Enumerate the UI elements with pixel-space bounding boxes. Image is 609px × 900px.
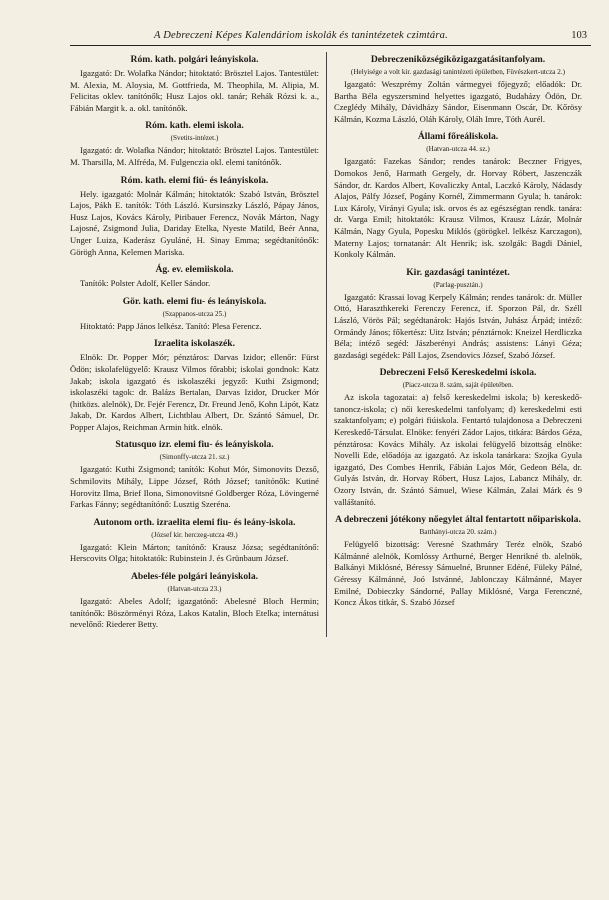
section-title: Róm. kath. elemi fiú- és leányiskola. — [120, 174, 269, 186]
section-body: Igazgató: dr. Wolafka Nándor; hitoktató: Brösztel Lajos. Tantestület: M. Tharsilla, M. Alfréda, M. Fulgenczia okl. elemi tanítónők. — [70, 145, 319, 167]
section-subtitle: Batthányi-utcza 20. szám.) — [419, 528, 497, 537]
section-title: Róm. kath. elemi iskola. — [145, 120, 244, 132]
section-body: Igazgató: Weszprémy Zoltán vármegyei főjegyző; előadók: Dr. Bartha Béla egyszersmind helyettes igazgató, Budaházy Ödön, Dr. Czeglédy Mihály, Dávidházy Sándor, Eisenmann Oscár, Dr. Kőrösy Kálmán, Kozma László, Oláh Károly, Oláh Imre, Tóth Aurél. — [334, 79, 582, 124]
section-body: Igazgató: Krassai lovag Kerpely Kálmán; rendes tanárok: dr. Müller Ottó, Haraszthkereki Ferenczy Ferencz, if. Sporzon Pál, dr. Széll László, Vörös Pál; segédtanárok: Hajós István, Juhász Árpád; intéző: Ormándy János; főkertész: Uitz István; pénztárnok: Kneizel Herdliczka Béla; intéző segéd: Jászberényi András; assistens: Lányi Géza; gazdasági segédek: Páll Lajos, Zsendovics József, Szabó József. — [334, 291, 582, 360]
section-title: Debreczeni Felső Kereskedelmi iskola. — [379, 367, 537, 379]
section-subtitle: (Helyisége a volt kir. gazdasági tanintézeti épületben, Füvészkert-utcza 2.) — [350, 68, 566, 76]
section-subtitle: (Simonffy-utcza 21. sz.) — [159, 453, 230, 462]
section-title: Ág. ev. elemiiskola. — [155, 264, 234, 276]
section-subtitle: (Piacz-utcza 8. szám, saját épületében. — [402, 381, 514, 390]
section-title: Állami főreáliskola. — [417, 131, 499, 143]
section-body: Igazgató: Fazekas Sándor; rendes tanárok: Beczner Frigyes, Domokos Jenő, Harmath Gergely, dr. Horvay Róbert, Jaszenczák Sándor, dr. Kardos Albert, Kovaliczky Antal, Laczkó Károly, Nádasdy Alajos, Pálfy József, Pogány Kornél, Zimmermann Gyula; h. tanárok: Lux Károly, Virányi Gyula; isk. orvos és az egészségtan rendk. tanára: dr. Varga Emil; hitoktatók: Krausz Vilmos, Krausz Lázár, Molnár Kálmán, Nagy Gyula, Popesku Miklós (görögkel. lelkész Karczagon), Materny Lajos; tornatanár: Alt Henrik; isk. szolgák: Bagdi Dániel, Konkoly Kálmán. — [334, 156, 582, 260]
section-autonom-orth — [70, 517, 319, 565]
section-subtitle: (Szappanos-utcza 25.) — [162, 309, 227, 318]
section-body: Igazgató: Abeles Adolf; igazgatónő: Abelesné Bloch Hermin; tanítónők: Böszörményi Róza, Lakos Katalin, Bloch Etelka; internátusi nevelőnő: Riederer Betty. — [70, 596, 319, 630]
section-body: Az iskola tagozatai: a) felső kereskedelmi iskola; b) kereskedő-tanoncz-iskola; c) női kereskedelmi tanfolyam; d) kereskedelmi esti szaktanfolyam; e) polgári fiúiskola. Fentartó tulajdonosa a Debreczeni Kereskedő-Társulat. Elnöke: fenyéri Zádor Lajos, titkára: Bárdos Géza, pénztárosa: Kovács Mihály. Az iskolai felügyelő bizottság elnöke: Novelli Ede, előadója az igazgató. Az iskola tanárkara: Szojka Gyula igazgató, Des Combes Henrik, Fábián Lajos Mór, Gedeon Béla, dr. Gulyás István, dr. Horvay Róbert, Husz Lajos, Labancz Mihály, dr. Ozory István, dr. Szántó Sámuel, Wiese Kálmán, Zalai Márk és 9 valláštanító. — [334, 392, 582, 507]
section-gazdasagi — [334, 267, 582, 362]
section-body: Felügyelő bizottság: Veresné Szathmáry Teréz elnök, Szabó Kálmánné alelnök, Komlóssy Arthurné, Berger Henrikné tb. alelnök, Balkányi Miklósné, Béressy Sámuelné, Brunner Edéné, Füleky Pálné, Géressy Kálmánné, Joó Istvánné, Jablonczay Kálmánné, Mayer Emilné, Dobieczky Sándorné, Pallay Miklósné, Varga Ferenczné, Koncz Ákos titkár, S. Szabó József — [334, 539, 582, 608]
section-noipariskola — [334, 514, 582, 609]
section-gor-kath — [70, 296, 319, 333]
running-title: A Debreczeni Képes Kalendáriom iskolák és tanintézetek czimtára. — [154, 30, 448, 41]
section-kereskedelmi — [334, 367, 582, 508]
page-header — [70, 0, 591, 44]
section-title: Statusquo izr. elemi fiu- és leányiskola. — [115, 439, 274, 451]
section-subtitle: (József kir. herczeg-utcza 49.) — [151, 530, 238, 539]
section-title: Gör. kath. elemi fiu- és leányiskola. — [122, 295, 267, 307]
section-abeles — [70, 571, 319, 631]
section-subtitle: (Hatvan-utcza 44. sz.) — [426, 145, 490, 154]
section-rom-kath-fiu-leany — [70, 175, 319, 259]
page-number: 103 — [571, 30, 587, 41]
left-column — [70, 52, 326, 637]
section-subtitle: (Parlag-pusztán.) — [433, 280, 483, 289]
section-rom-kath-polgari — [70, 54, 319, 114]
section-subtitle: (Hatvan-utcza 23.) — [167, 585, 222, 594]
section-title: A debreczeni jótékony nőegylet által fentartott nőipariskola. — [335, 514, 581, 526]
header-rule — [70, 45, 591, 46]
section-body: Tanítók: Polster Adolf, Keller Sándor. — [80, 278, 211, 289]
section-body: Hely. igazgató: Molnár Kálmán; hitoktatók: Szabó István, Brösztel Lajos, Pákh E. tanítók: Tóth László. Kursinszky László, Pápay János, Husz Lajos, Kovács Károly, Piribauer Ferencz, Novák Márton, Nagy Lajosné, Zsigmond Julia, Dariday Etelka, Nyeste Matild, Beér Anna, Unger Luiza, Kaderász Gyuláné, H. Sinay Emma; segédtanítónők: Görögh Anna, Kelemen Mariska. — [70, 188, 319, 257]
section-subtitle: (Svetits-intézet.) — [170, 134, 219, 143]
section-title: Abeles-féle polgári leányiskola. — [130, 571, 259, 583]
section-body: Elnök: Dr. Popper Mór; pénztáros: Darvas Izidor; ellenőr: Fürst Ödön; iskolafelügyelő: Krausz Vilmos főrabbi; iskolai gondnok: Katz Jakab; iskola igazgató és iskolaszéki jegyző: Kuthi Zsigmond; iskolaszéki tagok: dr. Balázs Bertalan, Darvas Izidor, Drucker Mór (hitközs. alelnök), Dr. Fejér Ferencz, Dr. Freund Jenő, Kohn Lipót, Katz Jakab, Dr. Kardos Albert, Lichtblau Albert, Dr. Szántó Sámuel, Dr. Popper Alajos, Reichman Armin hitk. elnök. — [70, 352, 319, 432]
section-kozigazgatasi — [334, 54, 582, 125]
section-statusquo — [70, 439, 319, 510]
section-title: Izraelita iskolaszék. — [153, 338, 235, 350]
two-column-body — [70, 52, 591, 637]
section-title: Róm. kath. polgári leányiskola. — [130, 54, 259, 65]
section-body: Igazgató: Dr. Wolafka Nándor; hitoktató: Brösztel Lajos. Tantestület: M. Alexia, M. Aloysia, M. Gottfrieda, M. Theophila, M. Alipia, M. Felicitas oklev. tanítónők; Husz Lajos okl. tanár; Rehák Rózsi k. a., Fábián Margit k. a. okl. tanítónők. — [70, 68, 319, 113]
section-body: Igazgató: Kuthi Zsigmond; tanítók: Kohut Mór, Simonovits Dezső, Schmilovits Mihály, Lippe József, Róth József; tanítónők: Kutiné Horovitz Ilma, Brief Ilona, Simonovitsné Goldberger Róza, Lövingerné Farkas Fánny; segédtanítónő: Lusztig Szeréna. — [70, 464, 319, 510]
section-izraelita-iskolaszek — [70, 338, 319, 433]
section-ag-ev — [70, 264, 319, 290]
section-foreal — [334, 131, 582, 260]
section-title: Kir. gazdasági tanintézet. — [406, 266, 510, 278]
section-title: Autonom orth. izraelita elemi fiu- és leány-iskola. — [93, 516, 296, 528]
section-body: Hitoktató: Papp János lelkész. Tanító: Plesa Ferencz. — [80, 320, 262, 331]
section-rom-kath-elemi — [70, 120, 319, 168]
section-body: Igazgató: Klein Márton; tanítónő: Krausz Józsa; segédtanítónő: Herscovits Olga; hitoktatók: Rubinstein J. és Grünbaum József. — [70, 541, 319, 564]
section-title: Debreczeniközségiközigazgatásitanfolyam. — [370, 54, 546, 65]
right-column — [326, 52, 582, 637]
